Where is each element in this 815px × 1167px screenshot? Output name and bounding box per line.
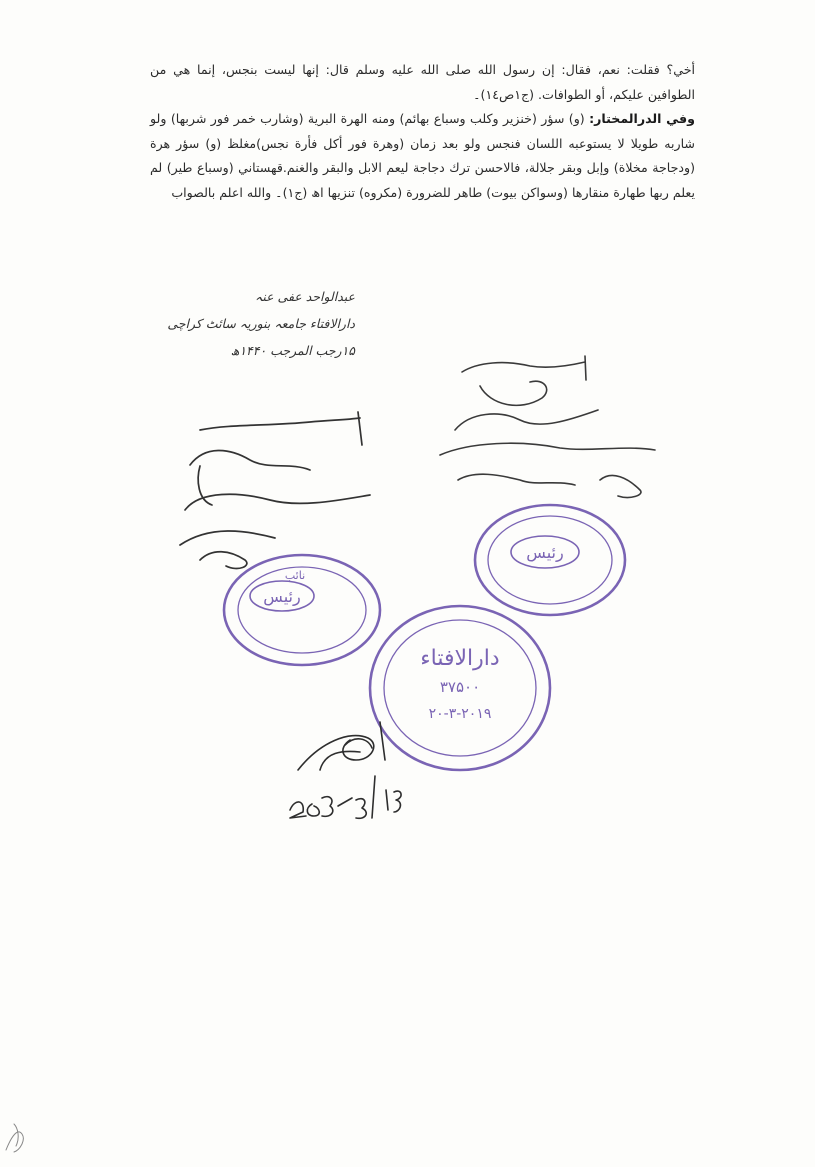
- stamp-left-title: رئیس: [263, 587, 301, 606]
- institution-name: دارالافتاء جامعہ بنوریہ سائٹ کراچی: [167, 316, 355, 331]
- approval-signature-left: [180, 412, 370, 568]
- stamp-center-title: دارالافتاء: [420, 646, 500, 671]
- source-quote: (و) سؤر (خنزير وكلب وسباع بهائم) ومنه الهرة البرية (وشارب خمر فور شربها) ولو شاربه طويلا لا يستوعبه اللسان فنجس ولو بعد زمان (وهرة فور أكل فأرة نجس)مغلظ (و) سؤر هرة (ودجاجة مخلاة) وإبل وبقر جلالة، فالاحسن ترك دجاجة ليعم الابل والبقر والغنم.قهستاني (وسباع طير) لم يعلم ربها طهارة منقارها (وسواكن بيوت) طاهر للضرورة (مكروه) تنزيها اھ (ج١)۔ والله اعلم بالصواب: [150, 111, 695, 200]
- source-label: وفي الدرالمختار:: [589, 111, 695, 127]
- fatwa-date: ۱۵رجب المرجب ۱۴۴۰ھ: [230, 343, 355, 358]
- stamp-right: [475, 505, 625, 615]
- initials-signature: [290, 722, 401, 818]
- stamp-left: [224, 555, 380, 665]
- stamp-left-top: نائب: [284, 569, 306, 582]
- stamp-center-line2: ۲۰-۳-۲۰۱۹: [428, 706, 492, 722]
- corner-mark: [6, 1124, 23, 1152]
- stamp-right-title: رئیس: [526, 543, 564, 562]
- mufti-name: عبدالواحد عفی عنہ: [255, 289, 355, 304]
- approval-signature-right: [440, 356, 655, 497]
- stamp-center-line1: ۳۷۵۰۰: [439, 678, 481, 696]
- stamp-center: [370, 606, 550, 770]
- fatwa-paragraph-1: أخي؟ فقلت: نعم، فقال: إن رسول الله صلى الله عليه وسلم قال: إنها ليست بنجس، إنما هي من الطوافين عليكم، أو الطوافات. (ج١ص١٤)۔: [150, 62, 695, 102]
